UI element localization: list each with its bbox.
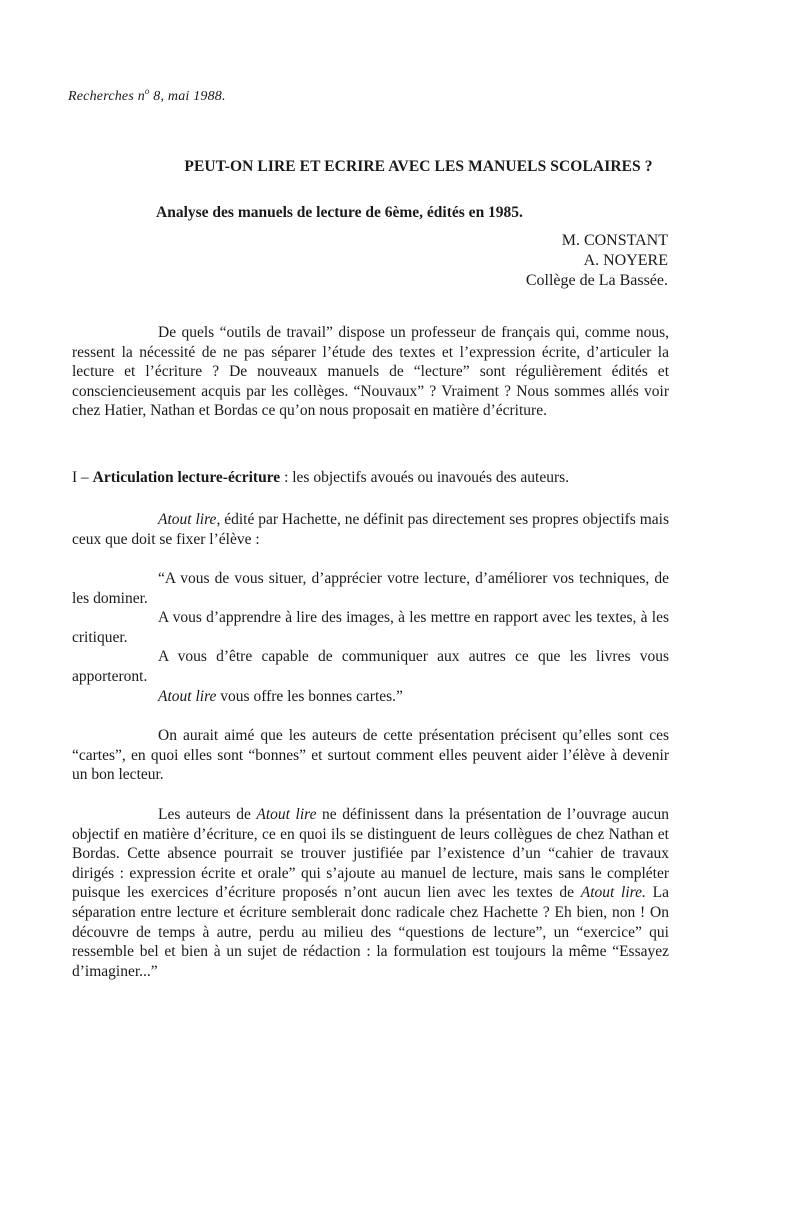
journal-reference: [68, 86, 226, 105]
author-1: M. CONSTANT: [561, 232, 668, 249]
section-dash: –: [77, 469, 93, 486]
atout-title-italic: Atout lire: [158, 511, 217, 528]
article-subtitle: Analyse des manuels de lecture de 6ème, édités en 1985.: [156, 204, 523, 221]
quote-line-4-text: vous offre les bonnes cartes.”: [216, 687, 403, 705]
quote-block: [72, 569, 669, 706]
intro-text: De quels “outils de travail” dispose un professeur de français qui, comme nous, ressent la nécessité de ne pas séparer l’étude des textes et l’expression écrite, d’articuler la lecture et l’écriture ? De nouveaux manuels de “lecture” sont régulièrement édités et consciencieusement acquis par les collèges. “Nouvaux” ? Vraiment ? Nous sommes allés voir chez Hatier, Nathan et Bordas ce qu’on nous proposait en matière d’écriture.: [72, 324, 669, 420]
author-affiliation: Collège de La Bassée.: [525, 272, 668, 289]
quote-line-3: A vous d’être capable de communiquer aux autres ce que les livres vous apporteront.: [72, 648, 669, 685]
cartes-text: On aurait aimé que les auteurs de cette présentation précisent qu’elles sont ces “cartes”, en quoi elles sont “bonnes” et surtout comment elles peuvent aider l’élève à devenir un bon lecteur.: [72, 727, 669, 784]
section-number: I: [72, 469, 78, 486]
section-heading-rest: : les objectifs avoués ou inavoués des auteurs.: [280, 469, 570, 486]
cartes-paragraph: [72, 726, 669, 785]
atout-intro-paragraph: [72, 510, 669, 549]
last-italic-2: Atout lire.: [580, 884, 646, 902]
quote-line-2: A vous d’apprendre à lire des images, à les mettre en rapport avec les textes, à les critiquer.: [72, 609, 669, 646]
quote-line-1: “A vous de vous situer, d’apprécier votre lecture, d’améliorer vos techniques, de les dominer.: [72, 570, 669, 607]
quote-line-4: [72, 687, 669, 707]
last-text-1: Les auteurs de: [158, 806, 257, 823]
journal-reference-prefix: Recherches n: [68, 89, 145, 104]
last-text-2: ne définissent dans la présentation de l’ouvrage aucun objectif en matière d’écriture, ce en quoi ils se distinguent de leurs collègues de chez Nathan et Bordas. Cette absence pourrait se trouver justifiée par l’existence d’un “cahier de travaux dirigés : expression écrite et orale” qui s’ajoute au manuel de lecture, mais sans le compléter puisque les exercices d’écriture proposés n’ont aucun lien avec les textes de: [72, 806, 669, 902]
intro-paragraph: [72, 323, 669, 421]
last-italic-1: Atout lire: [256, 806, 317, 823]
journal-reference-suffix: 8, mai 1988.: [149, 89, 226, 104]
quote-atout-italic: Atout lire: [158, 687, 217, 705]
journal-reference-sup: o: [144, 86, 150, 96]
section-heading: [72, 469, 669, 487]
author-block: [526, 231, 668, 291]
last-text-3: La séparation entre lecture et écriture semblerait donc radicale chez Hachette ? Eh bien, non ! On découvre de temps à autre, perdu au milieu des “questions de lecture”, un “exercice” qui ressemble bel et bien à un sujet de rédaction : la formulation est toujours la même “Essayez d’imaginer...”: [72, 884, 669, 980]
atout-intro-text: , édité par Hachette, ne définit pas directement ses propres objectifs mais ceux que doit se fixer l’élève :: [72, 511, 669, 548]
section-heading-bold: Articulation lecture-écriture: [92, 469, 281, 486]
last-paragraph: [72, 805, 669, 981]
author-2: A. NOYERE: [583, 252, 668, 269]
article-title: PEUT-ON LIRE ET ECRIRE AVEC LES MANUELS SCOLAIRES ?: [184, 158, 653, 175]
